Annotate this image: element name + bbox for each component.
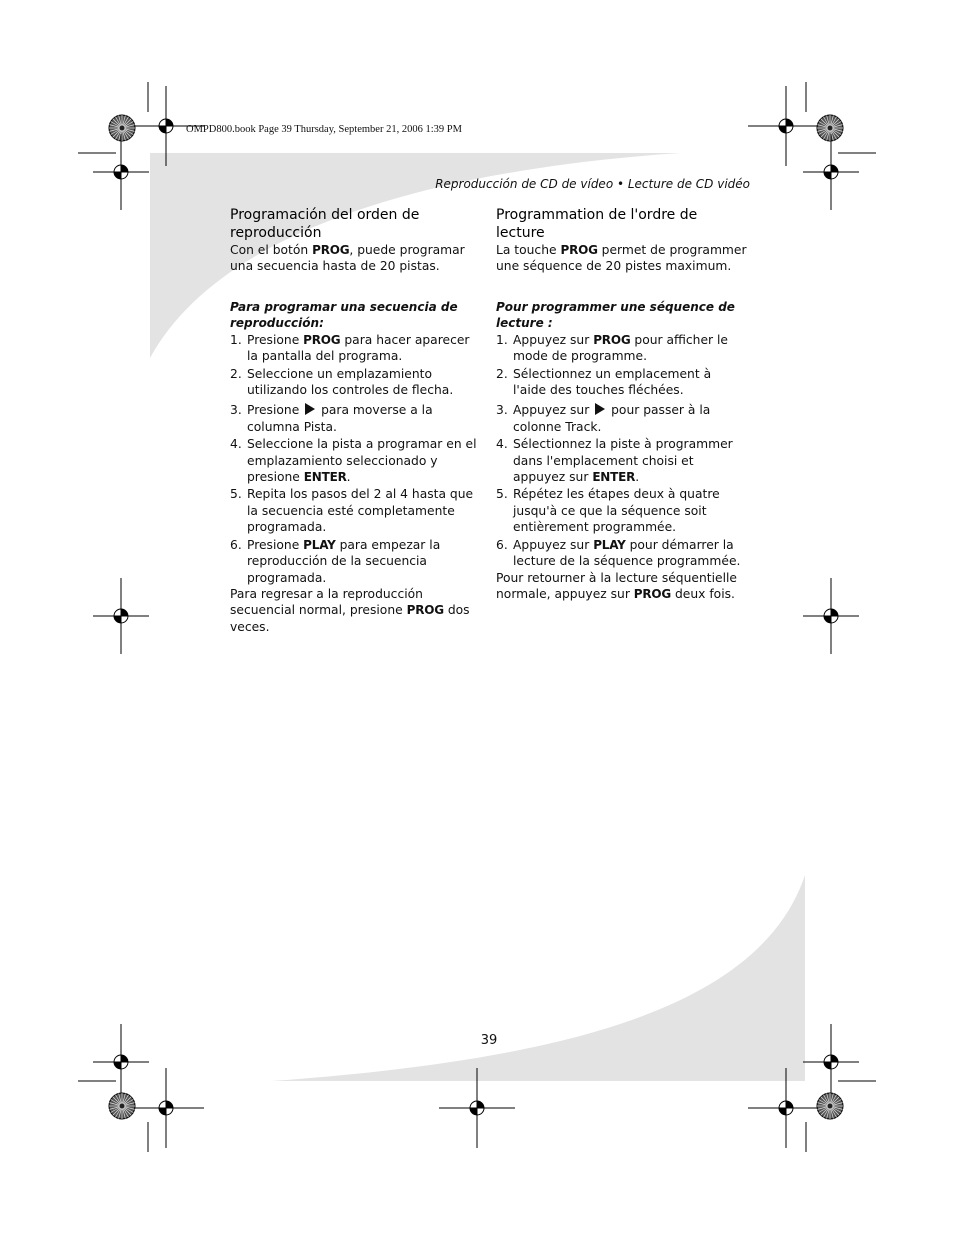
key-label: PLAY <box>593 537 626 552</box>
step-item: 1. Appuyez sur PROG pour afficher le mode de programme. <box>496 332 728 364</box>
key-label: PROG <box>312 243 350 257</box>
registration-mark-icon <box>93 1024 149 1100</box>
step-item: 6. Presione PLAY para empezar la reproducción de la secuencia programada. <box>230 537 441 585</box>
key-label: ENTER <box>592 470 636 485</box>
french-column <box>496 206 748 602</box>
registration-mark-icon <box>93 134 149 210</box>
registration-mark-icon <box>93 578 149 654</box>
step-item: 3. Appuyez sur pour passer à la colonne Track. <box>496 403 711 434</box>
step-item: 6. Appuyez sur PLAY pour démarrer la lecture de la séquence programmée. <box>496 537 741 569</box>
closing-paragraph: Pour retourner à la lecture séquentielle normale, appuyez sur PROG deux fois. <box>496 570 737 601</box>
right-arrow-icon <box>305 403 315 415</box>
print-slug: OMPD800.book Page 39 Thursday, September 21, 2006 1:39 PM <box>186 124 462 135</box>
registration-mark-icon <box>803 1024 859 1100</box>
step-item: 3. Presione para moverse a la columna Pista. <box>230 403 433 434</box>
key-label: PROG <box>593 332 631 347</box>
section-heading: Programación del orden de reproducción <box>230 207 420 241</box>
key-label: PROG <box>633 586 672 601</box>
key-label: ENTER <box>303 470 347 485</box>
step-item: 5. Répétez les étapes deux à quatre jusqu'à ce que la séquence soit entièrement programmée. <box>496 487 720 535</box>
color-target-icon <box>817 115 843 141</box>
registration-mark-icon <box>128 1068 204 1148</box>
intro-paragraph: Con el botón PROG, puede programar una secuencia hasta de 20 pistas. <box>230 243 465 274</box>
steps-list <box>230 332 482 586</box>
color-target-icon <box>817 1093 843 1119</box>
step-item: 5. Repita los pasos del 2 al 4 hasta que la secuencia esté completamente programada. <box>230 487 474 535</box>
spanish-column <box>230 206 482 635</box>
bottom-swoosh <box>272 875 805 1081</box>
color-target-icon <box>109 1093 135 1119</box>
registration-mark-icon <box>748 86 824 166</box>
step-item: 4. Seleccione la pista a programar en el emplazamiento seleccionado y presione ENTER. <box>230 437 477 485</box>
intro-paragraph: La touche PROG permet de programmer une séquence de 20 pistes maximum. <box>496 243 747 274</box>
procedure-subheading: Para programar una secuencia de reproducción: <box>230 299 458 330</box>
right-arrow-icon <box>595 403 605 415</box>
procedure-subheading: Pour programmer une séquence de lecture : <box>496 299 735 330</box>
color-target-icon <box>109 115 135 141</box>
running-header: Reproducción de CD de vídeo • Lecture de CD vidéo <box>435 177 750 191</box>
key-label: PROG <box>303 332 341 347</box>
section-heading: Programmation de l'ordre de lecture <box>496 207 698 241</box>
page-number: 39 <box>480 1033 498 1048</box>
key-label: PROG <box>560 243 598 257</box>
step-item: 2. Sélectionnez un emplacement à l'aide des touches fléchées. <box>496 366 712 398</box>
registration-mark-icon <box>803 134 859 210</box>
step-item: 1. Presione PROG para hacer aparecer la pantalla del programa. <box>230 332 470 364</box>
key-label: PLAY <box>303 537 336 552</box>
closing-paragraph: Para regresar a la reproducción secuencial normal, presione PROG dos veces. <box>230 586 470 634</box>
key-label: PROG <box>406 603 444 618</box>
step-item: 2. Seleccione un emplazamiento utilizando los controles de flecha. <box>230 366 454 398</box>
step-item: 4. Sélectionnez la piste à programmer dans l'emplacement choisi et appuyez sur ENTER. <box>496 437 733 485</box>
steps-list <box>496 332 748 570</box>
registration-mark-icon <box>803 578 859 654</box>
